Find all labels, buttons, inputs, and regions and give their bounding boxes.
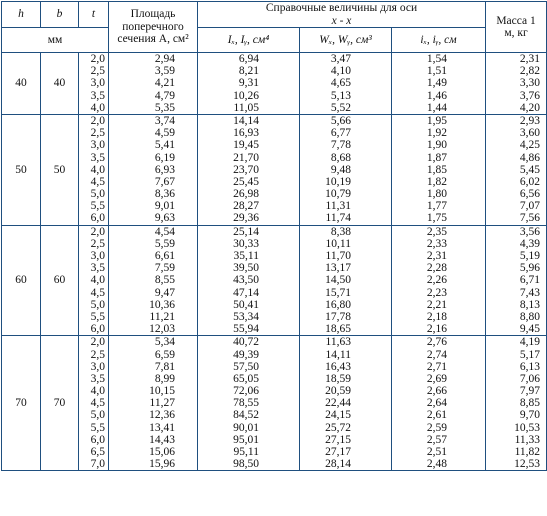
- col-header-ref: [198, 2, 486, 28]
- cell-inertia: 95,01: [233, 433, 259, 446]
- cell-inertia: 43,50: [233, 274, 259, 287]
- cell-b: 70: [41, 336, 79, 471]
- table-body: [2, 53, 547, 471]
- cell-thickness-stack: [79, 225, 109, 336]
- cell-modulus: 14,50: [325, 274, 351, 287]
- cell-radius: 2,21: [426, 298, 448, 311]
- cell-mass-stack: [486, 225, 547, 336]
- cell-radius-stack: [392, 114, 486, 225]
- cell-area-stack: [109, 336, 198, 471]
- cell-radius: 1,82: [426, 175, 448, 188]
- cell-inertia: 49,39: [233, 348, 259, 361]
- cell-modulus-stack: [300, 225, 392, 336]
- profile-table: [1, 1, 547, 471]
- cell-thickness-stack: [79, 114, 109, 225]
- cell-area: 4,79: [154, 89, 175, 102]
- cell-inertia: 47,14: [233, 286, 259, 299]
- cell-modulus: 5,52: [330, 101, 351, 114]
- cell-radius-stack: [392, 53, 486, 115]
- cell-radius: 2,74: [426, 348, 448, 361]
- cell-mass: 7,97: [519, 385, 541, 398]
- cell-mass: 4,20: [519, 101, 541, 114]
- cell-inertia: 84,52: [233, 409, 259, 422]
- cell-thickness: 7,0: [90, 458, 105, 471]
- cell-inertia: 72,06: [233, 385, 259, 398]
- cell-thickness: 3,0: [90, 250, 105, 262]
- cell-inertia: 25,45: [233, 175, 259, 188]
- cell-radius: 1,95: [426, 114, 448, 127]
- cell-modulus: 4,65: [330, 77, 351, 90]
- col-header-h: h: [2, 2, 41, 28]
- cell-inertia: 23,70: [233, 163, 259, 176]
- col-header-t: t: [79, 2, 109, 28]
- cell-area: 10,36: [149, 298, 175, 311]
- cell-modulus: 16,80: [325, 298, 351, 311]
- cell-mass: 4,19: [519, 336, 541, 349]
- cell-modulus: 9,48: [330, 163, 351, 176]
- cell-radius: 1,80: [426, 188, 448, 201]
- cell-radius: 2,48: [426, 458, 448, 471]
- cell-modulus: 27,17: [325, 446, 351, 458]
- cell-inertia: 90,01: [233, 421, 259, 434]
- ref-title: Справочные величины для оси: [265, 2, 418, 14]
- cell-h: 70: [2, 336, 41, 471]
- cell-modulus: 18,59: [325, 372, 351, 385]
- cell-thickness: 2,0: [90, 114, 105, 127]
- cell-radius: 1,44: [426, 101, 448, 114]
- cell-inertia-stack: [198, 53, 300, 115]
- cell-modulus: 6,77: [330, 127, 351, 140]
- col-header-b: b: [41, 2, 79, 28]
- cell-thickness: 2,0: [90, 336, 105, 349]
- cell-area: 6,93: [154, 163, 175, 176]
- cell-radius: 2,71: [426, 360, 448, 373]
- col-header-ix: Iₓ, Iᵧ, см⁴: [198, 28, 300, 53]
- cell-thickness: 3,0: [90, 77, 105, 90]
- cell-mass: 6,56: [519, 188, 541, 201]
- cell-thickness: 4,5: [90, 175, 105, 188]
- cell-radius: 1,85: [426, 163, 448, 176]
- unit-mm-label: мм: [2, 28, 109, 53]
- cell-area: 7,81: [154, 360, 175, 373]
- cell-thickness: 4,0: [90, 101, 105, 114]
- cell-modulus: 7,78: [330, 139, 351, 152]
- mass-label-line1: Масса 1: [496, 14, 536, 27]
- cell-area: 3,59: [154, 65, 175, 78]
- cell-modulus: 18,65: [325, 323, 351, 336]
- cell-radius: 1,87: [426, 151, 448, 164]
- cell-area: 11,27: [149, 397, 175, 410]
- cell-radius-stack: [392, 336, 486, 471]
- cell-inertia: 30,33: [233, 237, 259, 250]
- cell-area: 15,96: [149, 458, 175, 471]
- cell-inertia: 57,50: [233, 360, 259, 373]
- table-row: [2, 114, 547, 225]
- cell-mass: 3,60: [519, 127, 541, 140]
- cell-radius: 1,46: [426, 89, 448, 102]
- cell-area: 9,63: [154, 212, 175, 225]
- cell-inertia: 29,36: [233, 212, 259, 225]
- cell-mass: 5,19: [519, 250, 541, 262]
- cell-inertia: 35,11: [233, 250, 259, 262]
- cell-thickness: 4,0: [90, 385, 105, 398]
- cell-radius: 2,76: [426, 336, 448, 349]
- cell-mass: 8,85: [519, 397, 541, 410]
- cell-area: 5,35: [154, 101, 175, 114]
- area-label-line3: сечения A, см²: [117, 33, 189, 46]
- cell-area: 9,47: [154, 286, 175, 299]
- cell-area: 10,15: [149, 385, 175, 398]
- cell-thickness: 3,5: [90, 262, 105, 275]
- cell-thickness: 5,5: [90, 310, 105, 323]
- cell-modulus: 28,14: [325, 458, 351, 471]
- cell-inertia: 16,93: [233, 127, 259, 140]
- cell-h: 40: [2, 53, 41, 115]
- cell-area: 7,59: [154, 262, 175, 275]
- cell-thickness: 5,5: [90, 200, 105, 213]
- cell-radius: 2,35: [426, 225, 448, 238]
- cell-mass: 3,30: [519, 77, 541, 90]
- cell-inertia: 53,34: [233, 310, 259, 323]
- cell-mass: 7,43: [519, 286, 541, 299]
- table-row: [2, 53, 547, 115]
- cell-radius: 1,92: [426, 127, 448, 140]
- cell-radius: 2,28: [426, 262, 448, 275]
- cell-inertia: 10,26: [233, 89, 259, 102]
- table-header: [2, 2, 547, 53]
- cell-area: 7,67: [154, 175, 175, 188]
- cell-mass-stack: [486, 336, 547, 471]
- cell-thickness: 3,5: [90, 89, 105, 102]
- cell-inertia: 19,45: [233, 139, 259, 152]
- mass-label-line2: м, кг: [504, 27, 528, 39]
- cell-radius: 2,31: [426, 250, 448, 262]
- cell-area: 8,55: [154, 274, 175, 287]
- cell-area: 11,21: [149, 310, 175, 323]
- cell-area: 8,36: [154, 188, 175, 201]
- cell-inertia: 40,72: [233, 336, 259, 349]
- cell-inertia: 98,50: [233, 458, 259, 471]
- cell-radius: 1,49: [426, 77, 448, 90]
- cell-mass: 3,76: [519, 89, 541, 102]
- cell-modulus: 14,11: [325, 348, 351, 361]
- cell-thickness: 6,0: [90, 433, 105, 446]
- cell-radius: 2,66: [426, 385, 448, 398]
- cell-thickness: 3,5: [90, 372, 105, 385]
- cell-radius: 1,90: [426, 139, 448, 152]
- cell-radius: 1,51: [426, 65, 448, 78]
- cell-area: 4,21: [154, 77, 175, 90]
- cell-mass-stack: [486, 114, 547, 225]
- cell-area: 15,06: [149, 446, 175, 458]
- cell-modulus: 4,10: [330, 65, 351, 78]
- cell-inertia: 11,05: [233, 101, 259, 114]
- cell-modulus: 11,74: [325, 212, 351, 225]
- cell-modulus-stack: [300, 114, 392, 225]
- cell-area: 6,59: [154, 348, 175, 361]
- cell-inertia: 6,94: [238, 53, 259, 65]
- cell-area: 9,01: [154, 200, 175, 213]
- col-header-mass: [486, 2, 547, 53]
- cell-modulus: 10,19: [325, 175, 351, 188]
- cell-thickness: 2,5: [90, 127, 105, 140]
- cell-b: 40: [41, 53, 79, 115]
- cell-mass: 8,80: [519, 310, 541, 323]
- cell-radius: 2,33: [426, 237, 448, 250]
- cell-mass: 12,53: [514, 458, 541, 471]
- cell-thickness: 6,0: [90, 323, 105, 336]
- cell-thickness-stack: [79, 53, 109, 115]
- cell-modulus: 22,44: [325, 397, 351, 410]
- cell-radius: 2,26: [426, 274, 448, 287]
- col-header-i: iₓ, iᵧ, см: [392, 28, 486, 53]
- col-header-area: [109, 2, 198, 53]
- cell-mass: 7,06: [519, 372, 541, 385]
- cell-radius: 2,23: [426, 286, 448, 299]
- cell-modulus-stack: [300, 336, 392, 471]
- cell-modulus: 11,63: [325, 336, 351, 349]
- cell-inertia: 39,50: [233, 262, 259, 275]
- cell-thickness: 6,5: [90, 446, 105, 458]
- cell-mass: 10,53: [514, 421, 541, 434]
- axis-label: x - x: [331, 14, 352, 27]
- cell-mass: 4,86: [519, 151, 541, 164]
- cell-radius: 2,57: [426, 433, 448, 446]
- cell-modulus-stack: [300, 53, 392, 115]
- cell-radius: 2,69: [426, 372, 448, 385]
- cell-modulus: 11,70: [325, 250, 351, 262]
- cell-thickness: 4,0: [90, 274, 105, 287]
- cell-area: 5,59: [154, 237, 175, 250]
- cell-inertia: 95,11: [233, 446, 259, 458]
- cell-mass: 5,17: [519, 348, 541, 361]
- col-header-wx: Wₓ, Wᵧ, см³: [300, 28, 392, 53]
- cell-radius: 2,61: [426, 409, 448, 422]
- cell-thickness: 5,0: [90, 409, 105, 422]
- cell-area: 3,74: [154, 114, 175, 127]
- cell-modulus: 8,68: [330, 151, 351, 164]
- cell-mass: 6,13: [519, 360, 541, 373]
- cell-mass: 11,82: [514, 446, 541, 458]
- cell-area: 12,36: [149, 409, 175, 422]
- cell-mass-stack: [486, 53, 547, 115]
- cell-mass: 7,56: [519, 212, 541, 225]
- cell-modulus: 10,11: [325, 237, 351, 250]
- cell-area: 12,03: [149, 323, 175, 336]
- cell-inertia: 55,94: [233, 323, 259, 336]
- cell-radius: 2,59: [426, 421, 448, 434]
- cell-mass: 3,56: [519, 225, 541, 238]
- cell-mass: 5,45: [519, 163, 541, 176]
- cell-thickness: 2,5: [90, 348, 105, 361]
- cell-area: 2,94: [154, 53, 175, 65]
- cell-radius: 2,64: [426, 397, 448, 410]
- cell-mass: 4,25: [519, 139, 541, 152]
- cell-radius: 2,16: [426, 323, 448, 336]
- cell-modulus: 5,66: [330, 114, 351, 127]
- cell-modulus: 5,13: [330, 89, 351, 102]
- cell-radius: 1,75: [426, 212, 448, 225]
- cell-area-stack: [109, 225, 198, 336]
- table-row: [2, 336, 547, 471]
- cell-modulus: 27,15: [325, 433, 351, 446]
- cell-area: 6,61: [154, 250, 175, 262]
- cell-inertia: 9,31: [238, 77, 259, 90]
- cell-inertia-stack: [198, 225, 300, 336]
- cell-inertia-stack: [198, 336, 300, 471]
- cell-mass: 9,45: [519, 323, 541, 336]
- cell-mass: 2,82: [519, 65, 541, 78]
- cell-thickness: 3,0: [90, 360, 105, 373]
- cell-thickness: 2,5: [90, 237, 105, 250]
- cell-modulus: 10,79: [325, 188, 351, 201]
- cell-mass: 11,33: [514, 433, 541, 446]
- cell-mass: 6,71: [519, 274, 541, 287]
- cell-modulus: 13,17: [325, 262, 351, 275]
- cell-mass: 7,07: [519, 200, 541, 213]
- cell-area: 5,41: [154, 139, 175, 152]
- cell-area: 13,41: [149, 421, 175, 434]
- cell-mass: 2,93: [519, 114, 541, 127]
- cell-area: 4,54: [154, 225, 175, 238]
- cell-inertia: 28,27: [233, 200, 259, 213]
- cell-inertia: 25,14: [233, 225, 259, 238]
- area-label-line1: Площадь: [130, 8, 176, 21]
- cell-modulus: 16,43: [325, 360, 351, 373]
- cell-inertia: 21,70: [233, 151, 259, 164]
- cell-h: 50: [2, 114, 41, 225]
- cell-b: 60: [41, 225, 79, 336]
- cell-modulus: 11,31: [325, 200, 351, 213]
- cell-area-stack: [109, 114, 198, 225]
- cell-thickness: 2,0: [90, 53, 105, 65]
- cell-radius: 2,51: [426, 446, 448, 458]
- cell-radius: 1,77: [426, 200, 448, 213]
- cell-thickness: 5,5: [90, 421, 105, 434]
- cell-inertia: 78,55: [233, 397, 259, 410]
- cell-modulus: 25,72: [325, 421, 351, 434]
- cell-radius: 2,18: [426, 310, 448, 323]
- cell-inertia: 8,21: [238, 65, 259, 78]
- cell-thickness: 6,0: [90, 212, 105, 225]
- cell-inertia: 65,05: [233, 372, 259, 385]
- cell-modulus: 15,71: [325, 286, 351, 299]
- cell-inertia: 50,41: [233, 298, 259, 311]
- cell-modulus: 20,59: [325, 385, 351, 398]
- cell-area: 14,43: [149, 433, 175, 446]
- cell-mass: 4,39: [519, 237, 541, 250]
- cell-h: 60: [2, 225, 41, 336]
- cell-area-stack: [109, 53, 198, 115]
- cell-inertia-stack: [198, 114, 300, 225]
- cell-thickness-stack: [79, 336, 109, 471]
- cell-modulus: 3,47: [330, 53, 351, 65]
- area-label-line2: поперечного: [122, 20, 184, 33]
- cell-mass: 8,13: [519, 298, 541, 311]
- cell-radius: 1,54: [426, 53, 448, 65]
- cell-mass: 9,70: [519, 409, 541, 422]
- cell-thickness: 2,0: [90, 225, 105, 238]
- cell-area: 5,34: [154, 336, 175, 349]
- cell-b: 50: [41, 114, 79, 225]
- cell-modulus: 17,78: [325, 310, 351, 323]
- cell-area: 8,99: [154, 372, 175, 385]
- cell-mass: 5,96: [519, 262, 541, 275]
- cell-radius-stack: [392, 225, 486, 336]
- cell-thickness: 3,0: [90, 139, 105, 152]
- cell-thickness: 4,5: [90, 397, 105, 410]
- table-row: [2, 225, 547, 336]
- cell-thickness: 5,0: [90, 298, 105, 311]
- cell-area: 4,59: [154, 127, 175, 140]
- cell-modulus: 24,15: [325, 409, 351, 422]
- cell-inertia: 26,98: [233, 188, 259, 201]
- cell-modulus: 8,38: [330, 225, 351, 238]
- cell-mass: 6,02: [519, 175, 541, 188]
- cell-mass: 2,31: [519, 53, 541, 65]
- cell-thickness: 5,0: [90, 188, 105, 201]
- cell-thickness: 2,5: [90, 65, 105, 78]
- cell-area: 6,19: [154, 151, 175, 164]
- cell-thickness: 4,5: [90, 286, 105, 299]
- cell-inertia: 14,14: [233, 114, 259, 127]
- cell-thickness: 3,5: [90, 151, 105, 164]
- cell-thickness: 4,0: [90, 163, 105, 176]
